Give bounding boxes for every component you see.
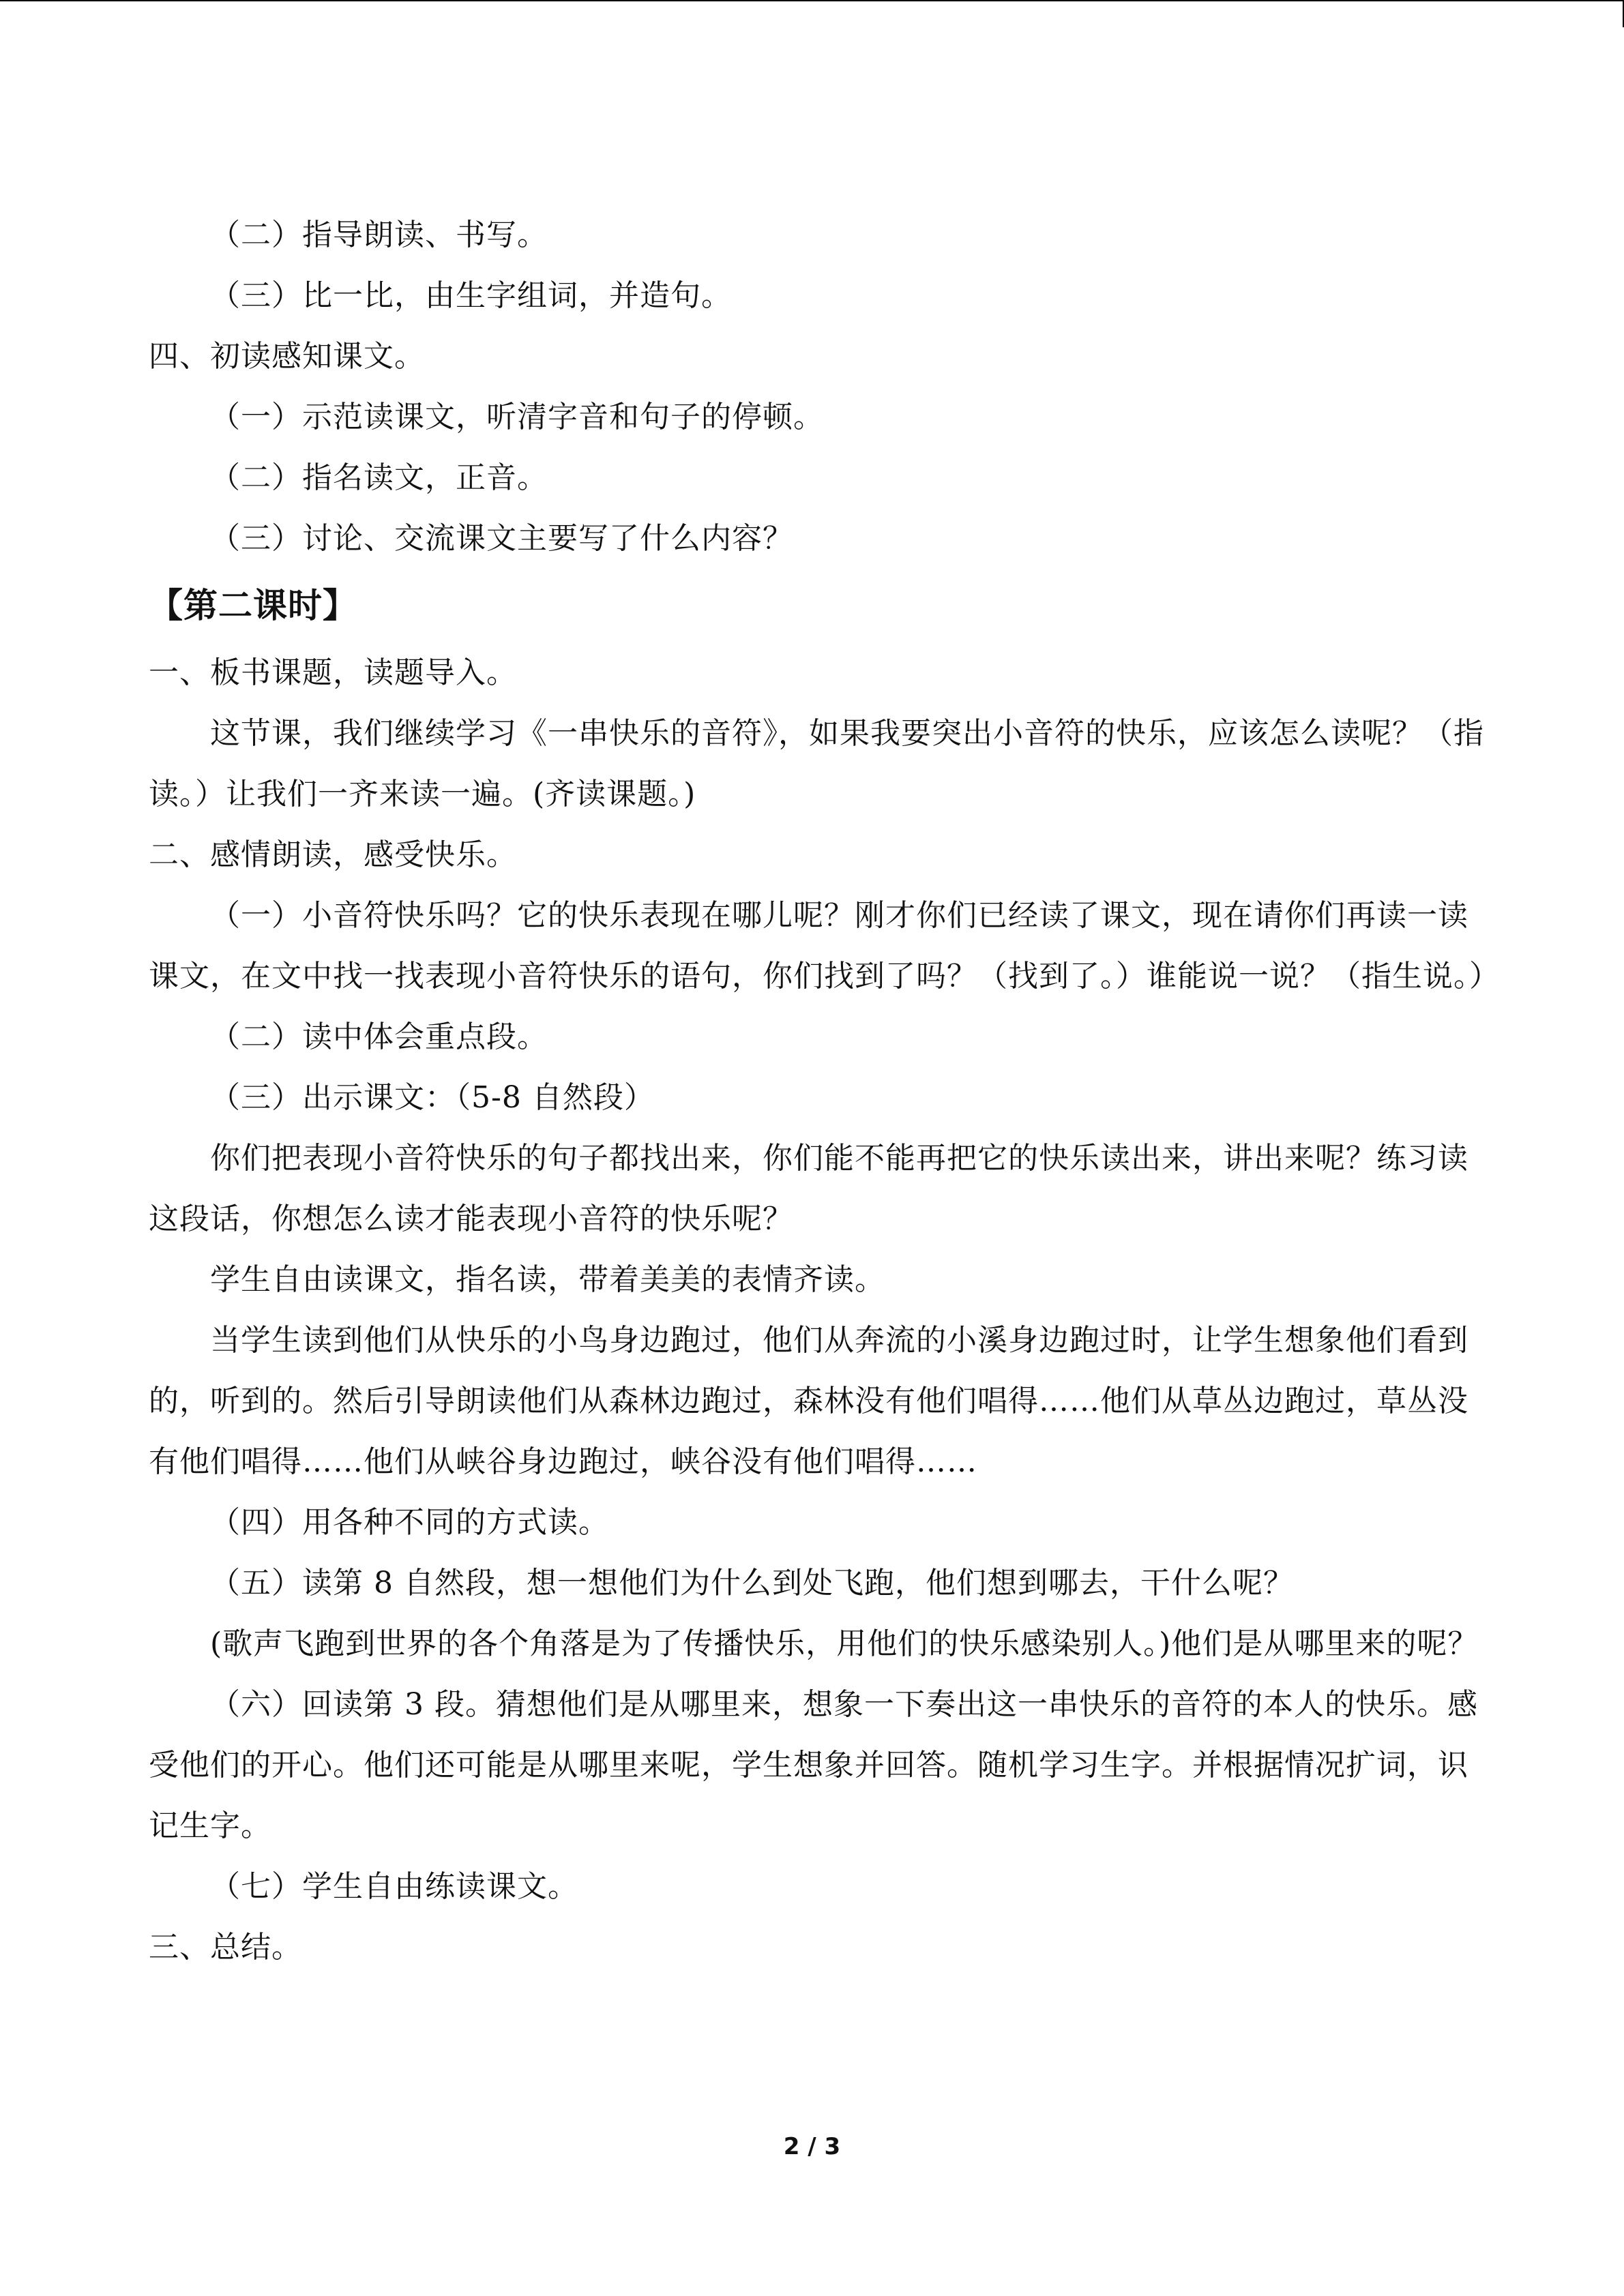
lesson-heading: 【第二课时】 [149,586,357,625]
paragraph: （六）回读第 3 段。猜想他们是从哪里来，想象一下奏出这一串快乐的音符的本人的快乐。感受他们的开心。他们还可能是从哪里来呢，学生想象并回答。随机学习生字。并根据情况扩词，识记生字。 [149,1687,1478,1843]
paragraph: 你们把表现小音符快乐的句子都找出来，你们能不能再把它的快乐读出来，讲出来呢？练习读这段话，你想怎么读才能表现小音符的快乐呢？ [149,1141,1468,1236]
list-item: （二）指名读文，正音。 [210,460,548,495]
document-body [149,205,1500,1978]
list-item: （三）讨论、交流课文主要写了什么内容？ [210,521,793,556]
list-item: （二）读中体会重点段。 [210,1019,548,1054]
section-title: 四、初读感知课文。 [149,339,425,374]
section-title: 三、总结。 [149,1930,302,1965]
list-item: （七）学生自由练读课文。 [210,1869,578,1904]
page-number: 2 / 3 [783,2133,841,2160]
list-item: （三）比一比，由生字组词，并造句。 [210,278,732,313]
list-item: （二）指导朗读、书写。 [210,218,548,252]
list-item: （四）用各种不同的方式读。 [210,1505,609,1540]
list-item: （三）出示课文：（5-8 自然段） [210,1080,655,1115]
paragraph: 当学生读到他们从快乐的小鸟身边跑过，他们从奔流的小溪身边跑过时，让学生想象他们看到的，听到的。然后引导朗读他们从森林边跑过，森林没有他们唱得……他们从草丛边跑过，草丛没有他们唱得……他们从峡谷身边跑过，峡谷没有他们唱得…… [149,1323,1468,1479]
paragraph: 学生自由读课文，指名读，带着美美的表情齐读。 [210,1262,885,1297]
paragraph: （一）小音符快乐吗？它的快乐表现在哪儿呢？刚才你们已经读了课文，现在请你们再读一读课文，在文中找一找表现小音符快乐的语句，你们找到了吗？（找到了。）谁能说一说？（指生说。） [149,898,1500,994]
page-top-border [0,0,1624,1]
section-title: 一、板书课题，读题导入。 [149,655,517,690]
section-title: 二、感情朗读，感受快乐。 [149,837,517,872]
paragraph: (歌声飞跑到世界的各个角落是为了传播快乐，用他们的快乐感染别人。)他们是从哪里来的呢？ [210,1626,1479,1661]
paragraph: 这节课，我们继续学习《一串快乐的音符》，如果我要突出小音符的快乐，应该怎么读呢？（指读。）让我们一齐来读一遍。(齐读课题。) [149,716,1484,811]
list-item: （五）读第 8 自然段，想一想他们为什么到处飞跑，他们想到哪去，干什么呢？ [210,1566,1294,1600]
list-item: （一）示范读课文，听清字音和句子的停顿。 [210,400,824,434]
